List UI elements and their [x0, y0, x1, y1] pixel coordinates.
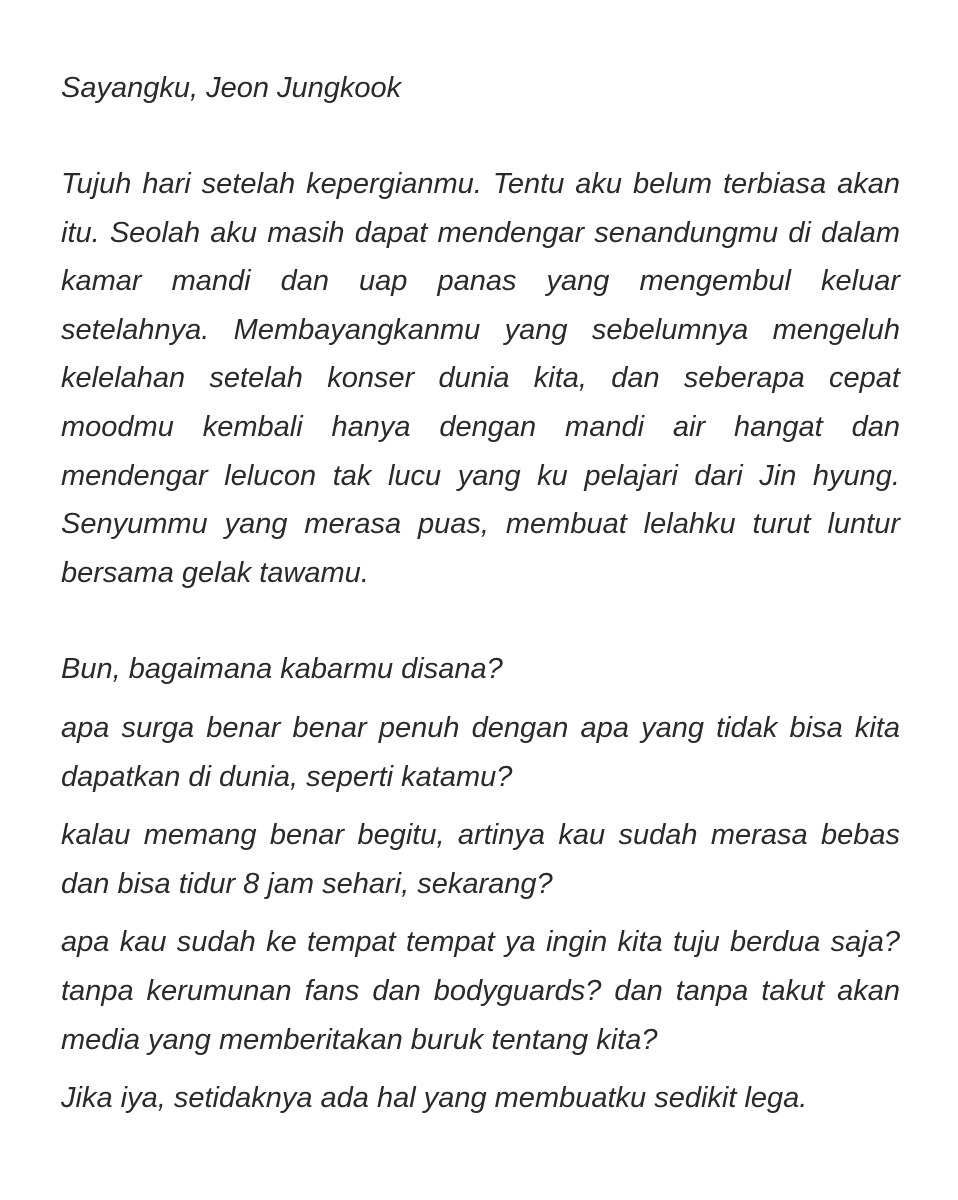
letter-closing-line: Jika iya, setidaknya ada hal yang membuatku sedikit lega. [61, 1082, 808, 1115]
letter-question-3: kalau memang benar begitu, artinya kau sudah merasa bebas dan bisa tidur 8 jam sehari, sekarang? [61, 819, 900, 900]
letter-paragraph-1: Tujuh hari setelah kepergianmu. Tentu aku belum terbiasa akan itu. Seolah aku masih dapat mendengar senandungmu di dalam kamar mandi dan uap panas yang mengembul keluar setelahnya. Membayangkanmu yang sebelumnya mengeluh kelelahan setelah konser dunia kita, dan seberapa cepat moodmu kembali hanya dengan mandi air hangat dan mendengar lelucon tak lucu yang ku pelajari dari Jin hyung. Senyummu yang merasa puas, membuat lelahku turut luntur bersama gelak tawamu. [61, 168, 900, 589]
letter-question-1: Bun, bagaimana kabarmu disana? [61, 653, 503, 686]
letter-question-2: apa surga benar benar penuh dengan apa yang tidak bisa kita dapatkan di dunia, seperti katamu? [61, 711, 900, 793]
letter-salutation: Sayangku, Jeon Jungkook [61, 72, 402, 104]
letter-question-4: apa kau sudah ke tempat tempat ya ingin kita tuju berdua saja? tanpa kerumunan fans dan bodyguards? dan tanpa takut akan media yang memberitakan buruk tentang kita? [61, 926, 900, 1056]
